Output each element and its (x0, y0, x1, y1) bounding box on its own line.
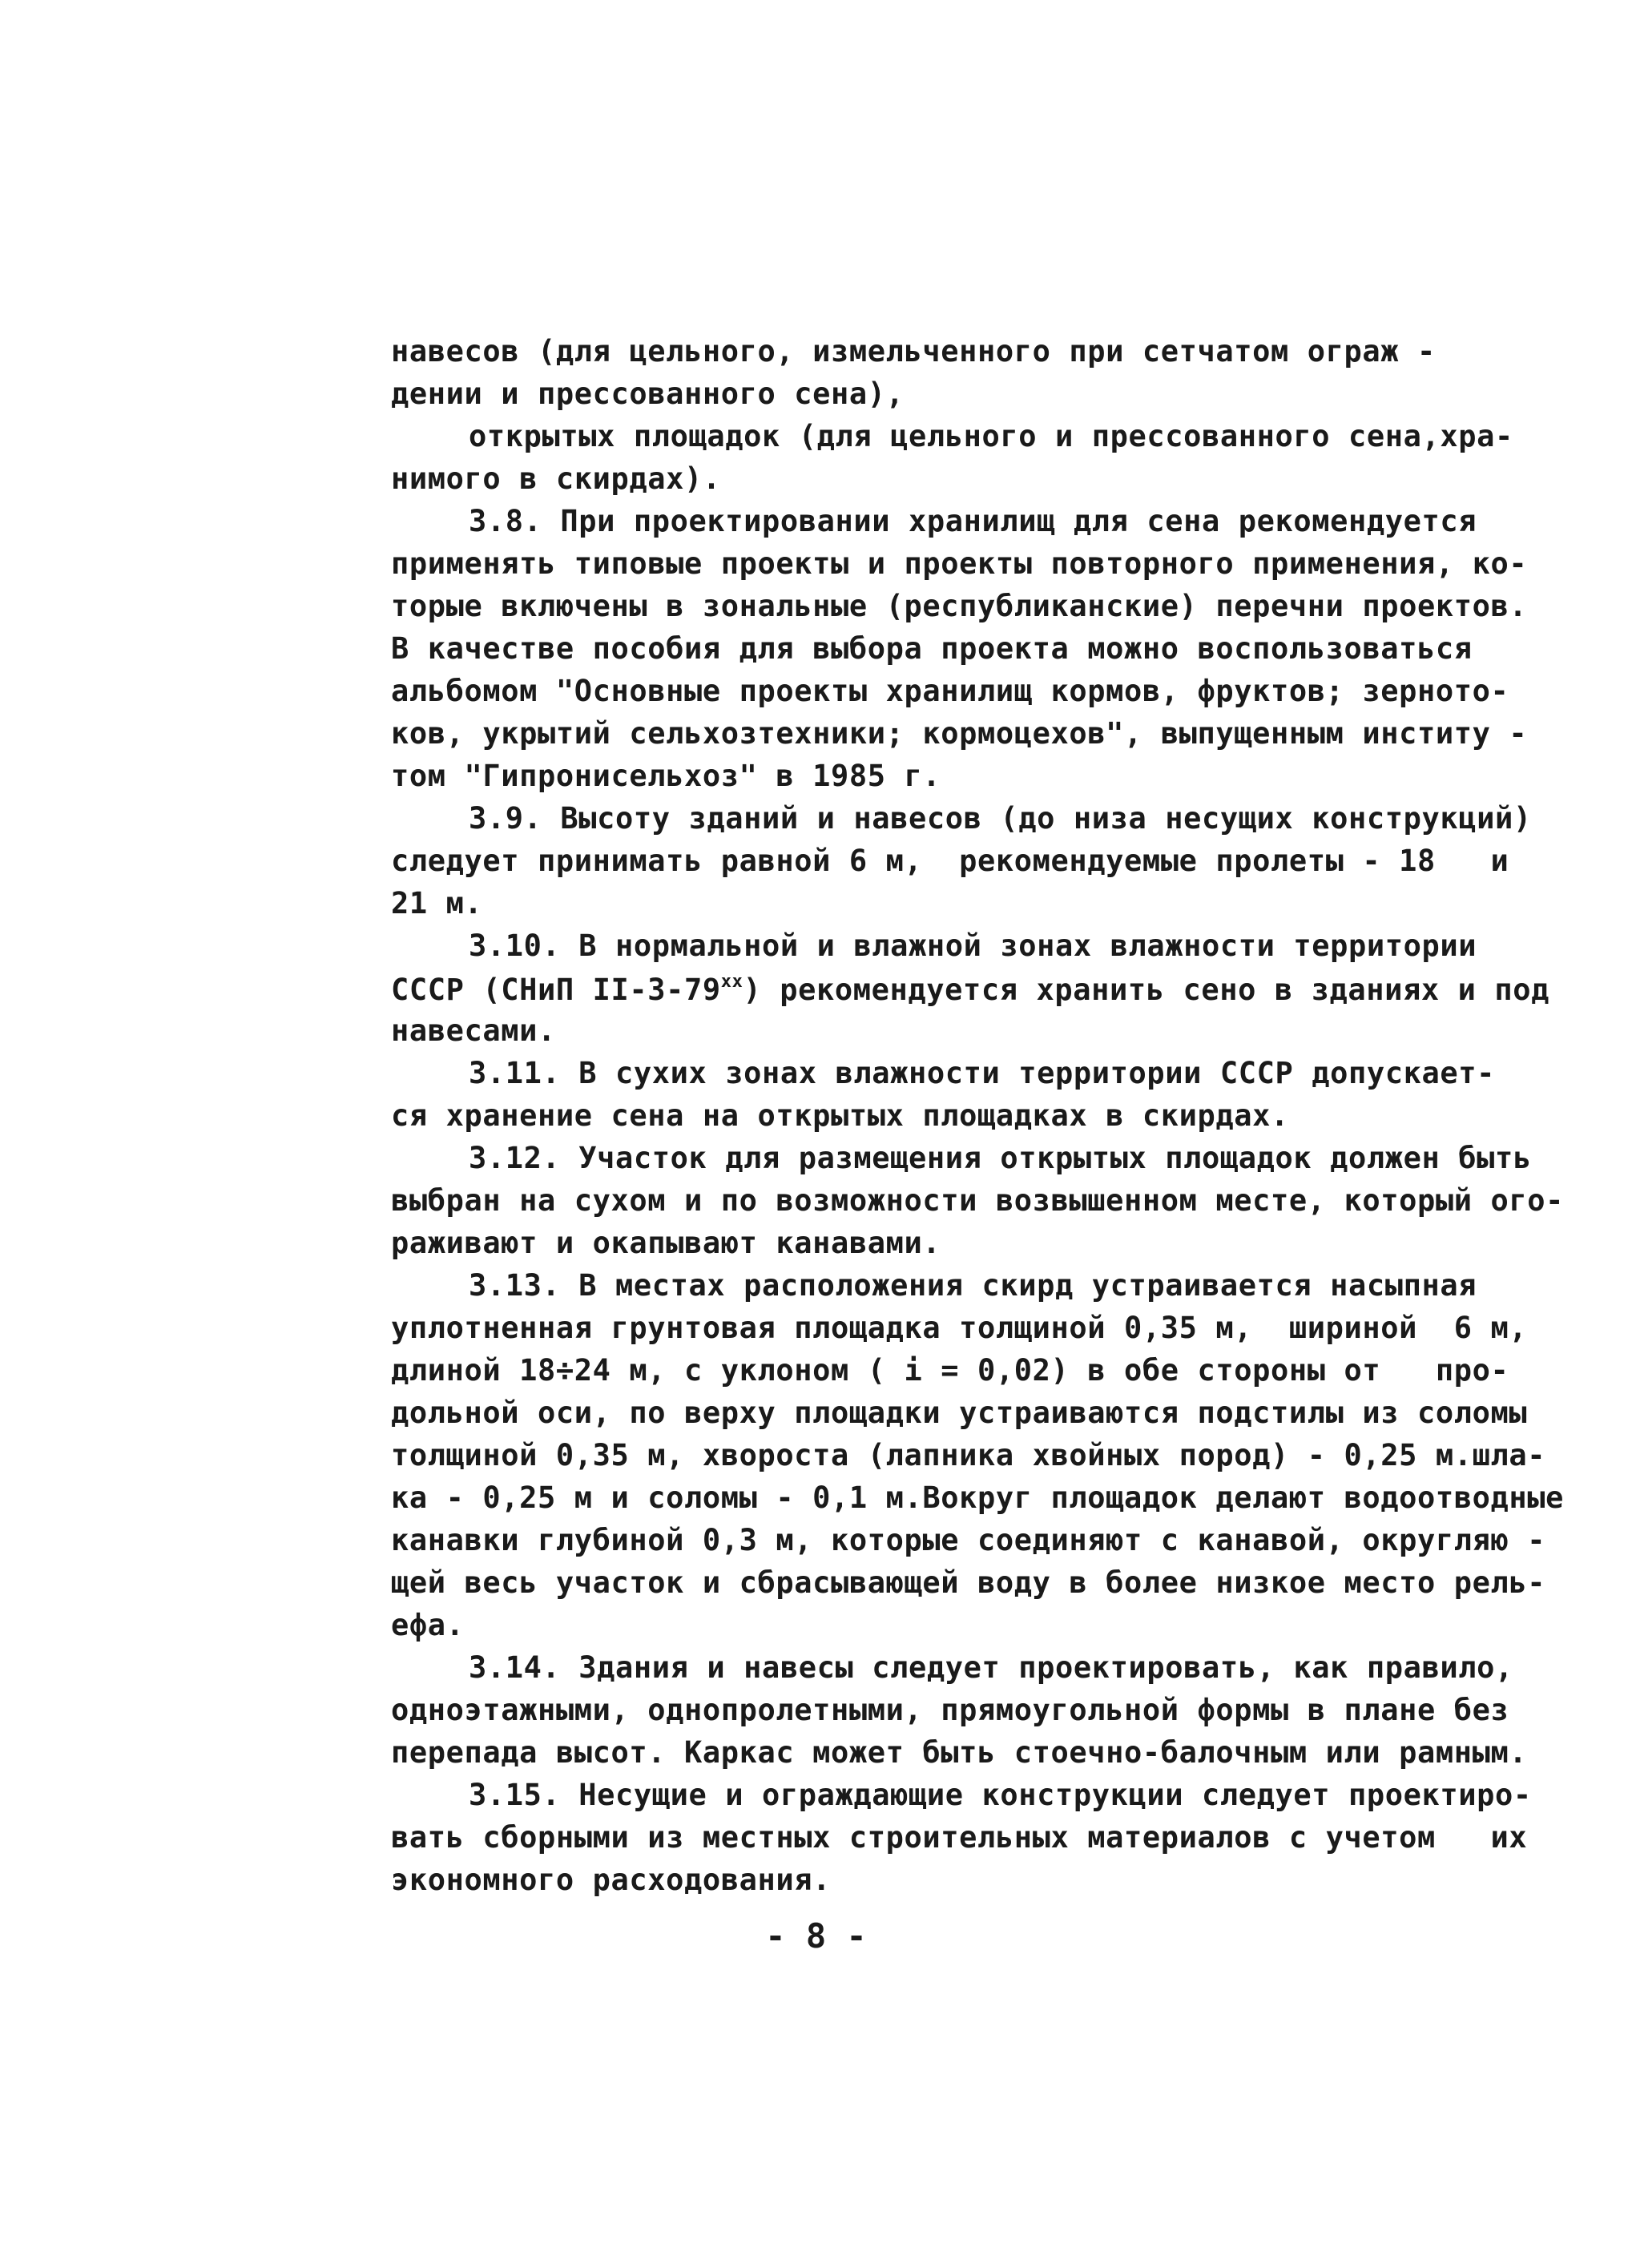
text-line: нимого в скирдах). (391, 461, 721, 496)
text-line: следует принимать равной 6 м, рекомендуемые пролеты - 18 и (391, 844, 1509, 878)
text-line: одноэтажными, однопролетными, прямоугольной формы в плане без (391, 1693, 1509, 1727)
page-number: - 8 - (765, 1916, 867, 1956)
text-line: дении и прессованного сена), (391, 377, 905, 411)
text-line: уплотненная грунтовая площадка толщиной 0,35 м, шириной 6 м, (391, 1311, 1528, 1345)
text-line: перепада высот. Каркас может быть стоечно-балочным или рамным. (391, 1735, 1528, 1770)
text-line: альбомом "Основные проекты хранилищ кормов, фруктов; зерното- (391, 674, 1509, 708)
text-line: 3.14. Здания и навесы следует проектировать, как правило, (469, 1650, 1513, 1685)
text-line: толщиной 0,35 м, хвороста (лапника хвойных пород) - 0,25 м.шла- (391, 1438, 1546, 1472)
text-line: применять типовые проекты и проекты повторного применения, ко- (391, 546, 1528, 581)
text-line: выбран на сухом и по возможности возвышенном месте, который ого- (391, 1183, 1565, 1218)
text-line: щей весь участок и сбрасывающей воду в более низкое место рель- (391, 1565, 1546, 1600)
superscript: xx (720, 972, 743, 992)
text-line: 3.8. При проектировании хранилищ для сена рекомендуется (469, 504, 1477, 538)
text-line: 3.15. Несущие и ограждающие конструкции следует проектиро- (469, 1778, 1532, 1812)
text-line: ков, укрытий сельхозтехники; кормоцехов", выпущенным институ - (391, 716, 1528, 751)
text-line: 3.10. В нормальной и влажной зонах влажности территории (469, 929, 1477, 963)
text-segment: ) рекомендуется хранить сено в зданиях и под (743, 973, 1550, 1007)
text-line: дольной оси, по верху площадки устраиваются подстилы из соломы (391, 1396, 1528, 1430)
text-line: 3.13. В местах расположения скирд устраивается насыпная (469, 1268, 1477, 1303)
text-line: канавки глубиной 0,3 м, которые соединяют с канавой, округляю - (391, 1523, 1546, 1557)
text-line (391, 972, 1550, 1007)
text-line: 21 м. (391, 886, 483, 920)
text-line: длиной 18÷24 м, с уклоном ( i = 0,02) в обе стороны от про- (391, 1353, 1509, 1388)
text-line: открытых площадок (для цельного и прессованного сена,хра- (469, 419, 1513, 453)
text-line: ка - 0,25 м и соломы - 0,1 м.Вокруг площадок делают водоотводные (391, 1480, 1565, 1515)
text-segment: СССР (СНиП II-3-79 (391, 973, 721, 1007)
text-line: 3.9. Высоту зданий и навесов (до низа несущих конструкций) (469, 801, 1532, 836)
text-line: 3.12. Участок для размещения открытых площадок должен быть (469, 1141, 1532, 1175)
text-line: навесов (для цельного, измельченного при сетчатом ограж - (391, 334, 1436, 369)
text-line: раживают и окапывают канавами. (391, 1226, 941, 1260)
text-line: вать сборными из местных строительных материалов с учетом их (391, 1820, 1528, 1855)
text-line: экономного расходования. (391, 1863, 832, 1897)
text-line: торые включены в зональные (республиканские) перечни проектов. (391, 589, 1528, 623)
text-line: ефа. (391, 1608, 465, 1642)
text-line: том "Гипронисельхоз" в 1985 г. (391, 759, 941, 793)
text-line: В качестве пособия для выбора проекта можно воспользоваться (391, 631, 1473, 666)
text-line: ся хранение сена на открытых площадках в скирдах. (391, 1098, 1289, 1133)
text-line: навесами. (391, 1013, 556, 1048)
text-line: 3.11. В сухих зонах влажности территории СССР допускает- (469, 1056, 1496, 1090)
